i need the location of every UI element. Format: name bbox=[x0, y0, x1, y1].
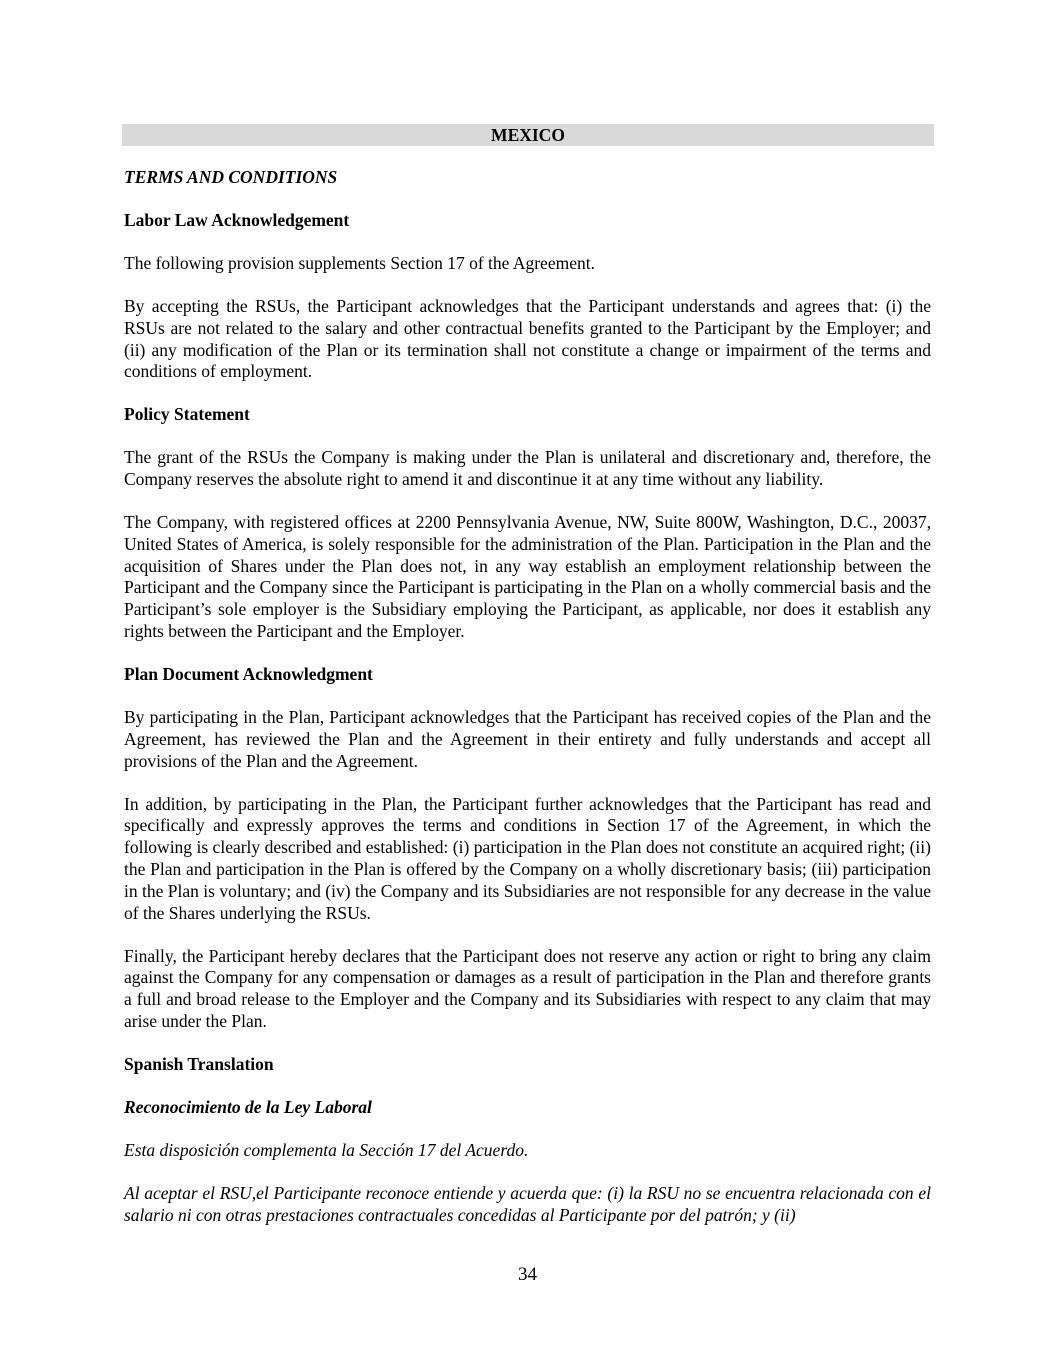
page-number: 34 bbox=[518, 1264, 537, 1285]
plan-document-heading: Plan Document Acknowledgment bbox=[124, 664, 373, 685]
country-banner: MEXICO bbox=[122, 124, 934, 146]
spanish-paragraph-2: Al aceptar el RSU,el Participante reconoce entiende y acuerda que: (i) la RSU no se encuentra relacionada con el salario ni con otras prestaciones contractuales concedidas al Participante por del patrón; y (ii) bbox=[124, 1182, 931, 1225]
policy-paragraph-1: The grant of the RSUs the Company is making under the Plan is unilateral and discretionary and, therefore, the Company reserves the absolute right to amend it and discontinue it at any time without any liability. bbox=[124, 447, 931, 490]
labor-law-heading: Labor Law Acknowledgement bbox=[124, 209, 350, 230]
plan-document-paragraph-3: Finally, the Participant hereby declares that the Participant does not reserve any action or right to bring any claim against the Company for any compensation or damages as a result of participation in the Plan and therefore grants a full and broad release to the Employer and the Company and its Subsidiaries with respect to any claim that may arise under the Plan. bbox=[124, 945, 931, 1031]
plan-document-paragraph-1: By participating in the Plan, Participant acknowledges that the Participant has received copies of the Plan and the Agreement, has reviewed the Plan and the Agreement in their entirety and fully understands and accept all provisions of the Plan and the Agreement. bbox=[124, 707, 931, 771]
spanish-paragraph-1: Esta disposición complementa la Sección 17 del Acuerdo. bbox=[124, 1139, 529, 1160]
plan-document-paragraph-2: In addition, by participating in the Plan, the Participant further acknowledges that the Participant has read and specifically and expressly approves the terms and conditions in Section 17 of the Agreement, in which the following is clearly described and established: (i) participation in the Plan does not constitute an acquired right; (ii) the Plan and participation in the Plan is offered by the Company on a wholly discretionary basis; (iii) participation in the Plan is voluntary; and (iv) the Company and its Subsidiaries are not responsible for any decrease in the value of the Shares underlying the RSUs. bbox=[124, 793, 931, 923]
spanish-subheading: Reconocimiento de la Ley Laboral bbox=[124, 1096, 372, 1117]
policy-paragraph-2: The Company, with registered offices at 2200 Pennsylvania Avenue, NW, Suite 800W, Washington, D.C., 20037, United States of America, is solely responsible for the administration of the Plan. Participation in the Plan and the acquisition of Shares under the Plan does not, in any way establish an employment relationship between the Participant and the Company since the Participant is participating in the Plan on a wholly commercial basis and the Participant’s sole employer is the Subsidiary employing the Participant, as applicable, nor does it establish any rights between the Participant and the Employer. bbox=[124, 512, 931, 642]
policy-statement-heading: Policy Statement bbox=[124, 404, 250, 425]
section-title: TERMS AND CONDITIONS bbox=[124, 167, 338, 187]
labor-law-paragraph-2: By accepting the RSUs, the Participant acknowledges that the Participant understands and agrees that: (i) the RSUs are not related to the salary and other contractual benefits granted to the Participant by the Employer; and (ii) any modification of the Plan or its termination shall not constitute a change or impairment of the terms and conditions of employment. bbox=[124, 295, 931, 382]
spanish-translation-heading: Spanish Translation bbox=[124, 1053, 274, 1074]
labor-law-paragraph-1: The following provision supplements Section 17 of the Agreement. bbox=[124, 252, 595, 273]
document-body bbox=[124, 167, 931, 1248]
